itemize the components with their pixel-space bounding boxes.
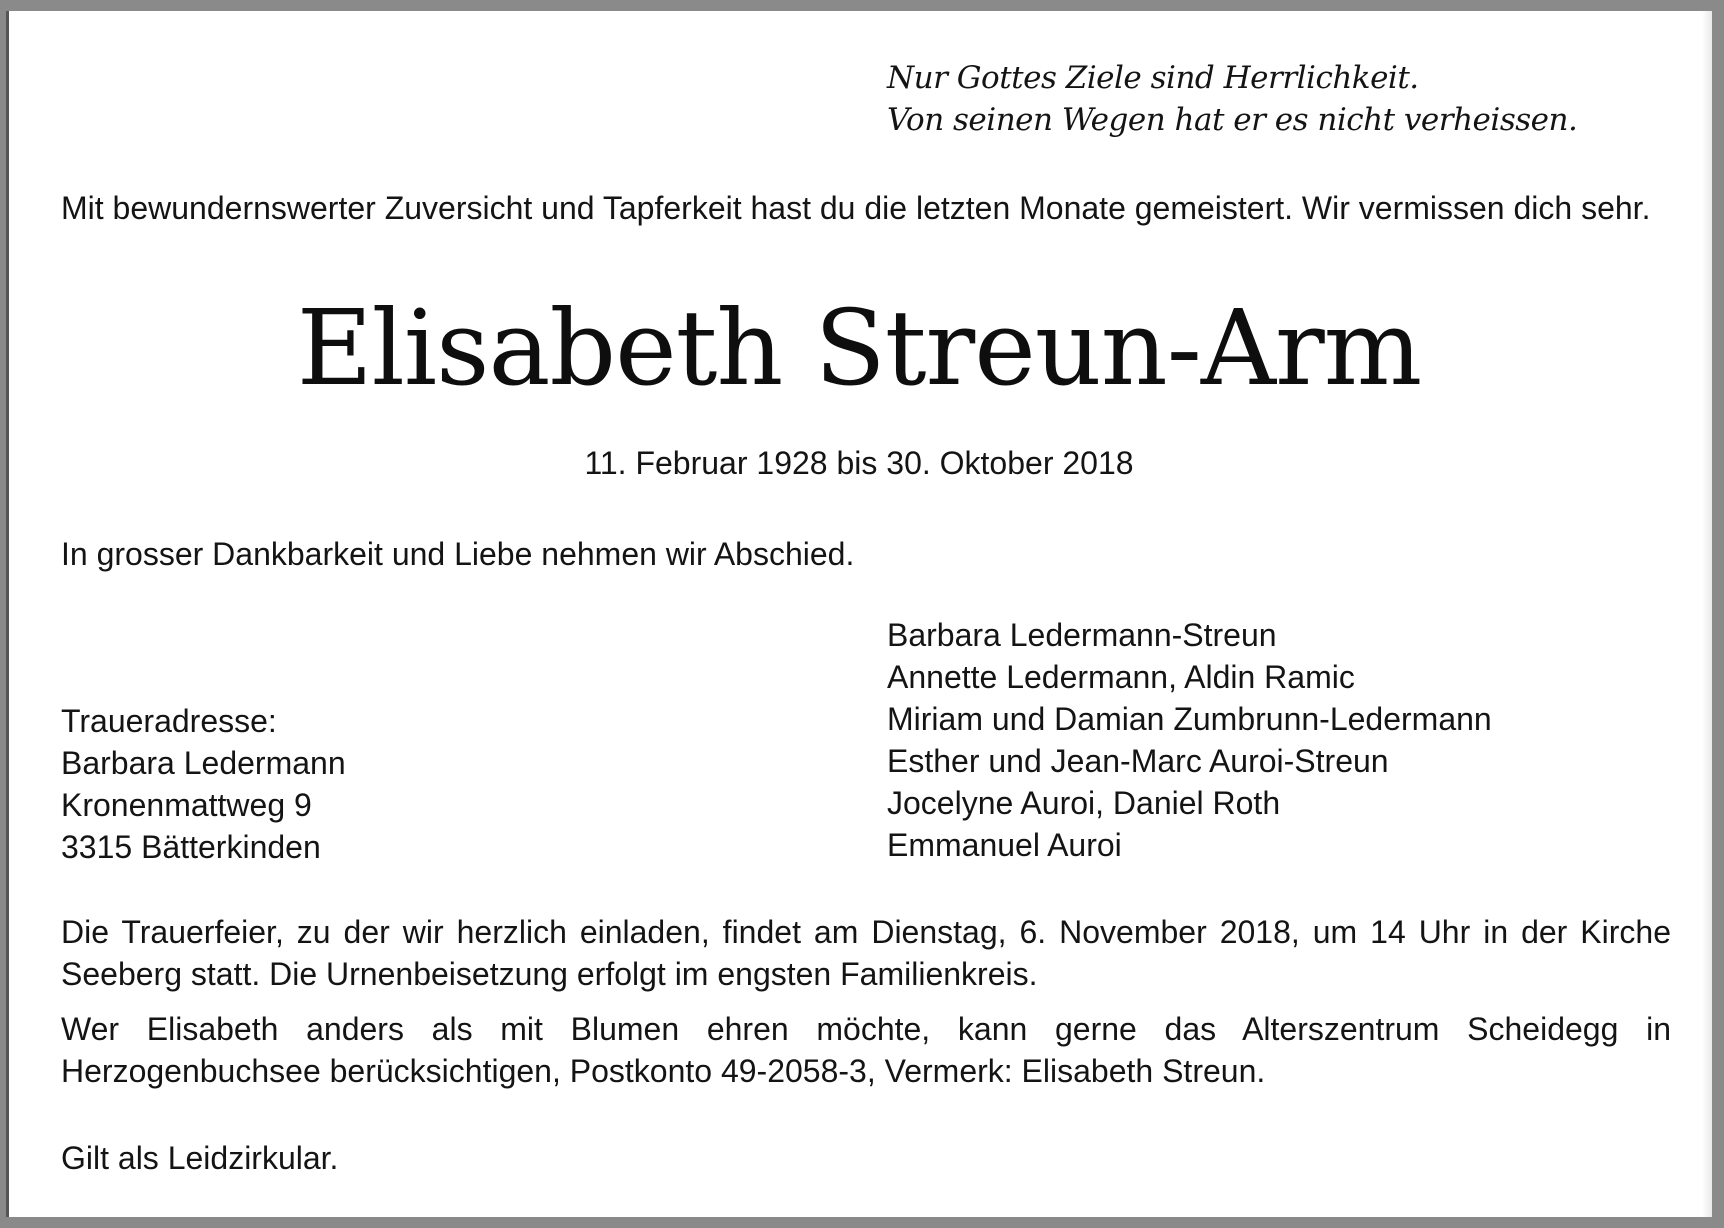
closing-line: Gilt als Leidzirkular. [61,1140,339,1176]
address-line: Kronenmattweg 9 [61,787,312,823]
mourning-address [61,700,346,868]
mourner-entry: Miriam und Damian Zumbrunn-Ledermann [887,701,1492,737]
obituary-notice [6,11,1712,1217]
mourner-entry: Barbara Ledermann-Streun [887,617,1277,653]
mourner-entry: Jocelyne Auroi, Daniel Roth [887,785,1281,821]
donation-paragraph: Wer Elisabeth anders als mit Blumen ehren möchte, kann gerne das Alterszentrum Scheidegg in Herzogenbuchsee berücksichtigen, Postkonto 49-2058-3, Vermerk: Elisabeth Streun. [61,1011,1671,1089]
epigraph-quote [887,57,1577,141]
mourner-entry: Annette Ledermann, Aldin Ramic [887,659,1355,695]
service-paragraph: Die Trauerfeier, zu der wir herzlich einladen, findet am Dienstag, 6. November 2018, um 14 Uhr in der Kirche Seeberg statt. Die Urnenbeisetzung erfolgt im engsten Familienkreis. [61,914,1671,992]
quote-line: Nur Gottes Ziele sind Herrlichkeit. [887,60,1419,96]
life-dates: 11. Februar 1928 bis 30. Oktober 2018 [584,445,1134,481]
quote-line: Von seinen Wegen hat er es nicht verheissen. [887,102,1578,138]
address-label: Traueradresse: [61,703,277,739]
farewell-line: In grosser Dankbarkeit und Liebe nehmen wir Abschied. [61,536,855,572]
intro-paragraph: Mit bewundernswerter Zuversicht und Tapferkeit hast du die letzten Monate gemeistert. Wir vermissen dich sehr. [61,190,1651,226]
address-line: Barbara Ledermann [61,745,346,781]
deceased-name: Elisabeth Streun-Arm [296,287,1422,409]
mourners-list [887,614,1492,866]
mourner-entry: Emmanuel Auroi [887,827,1122,863]
address-line: 3315 Bätterkinden [61,829,321,865]
mourner-entry: Esther und Jean-Marc Auroi-Streun [887,743,1389,779]
